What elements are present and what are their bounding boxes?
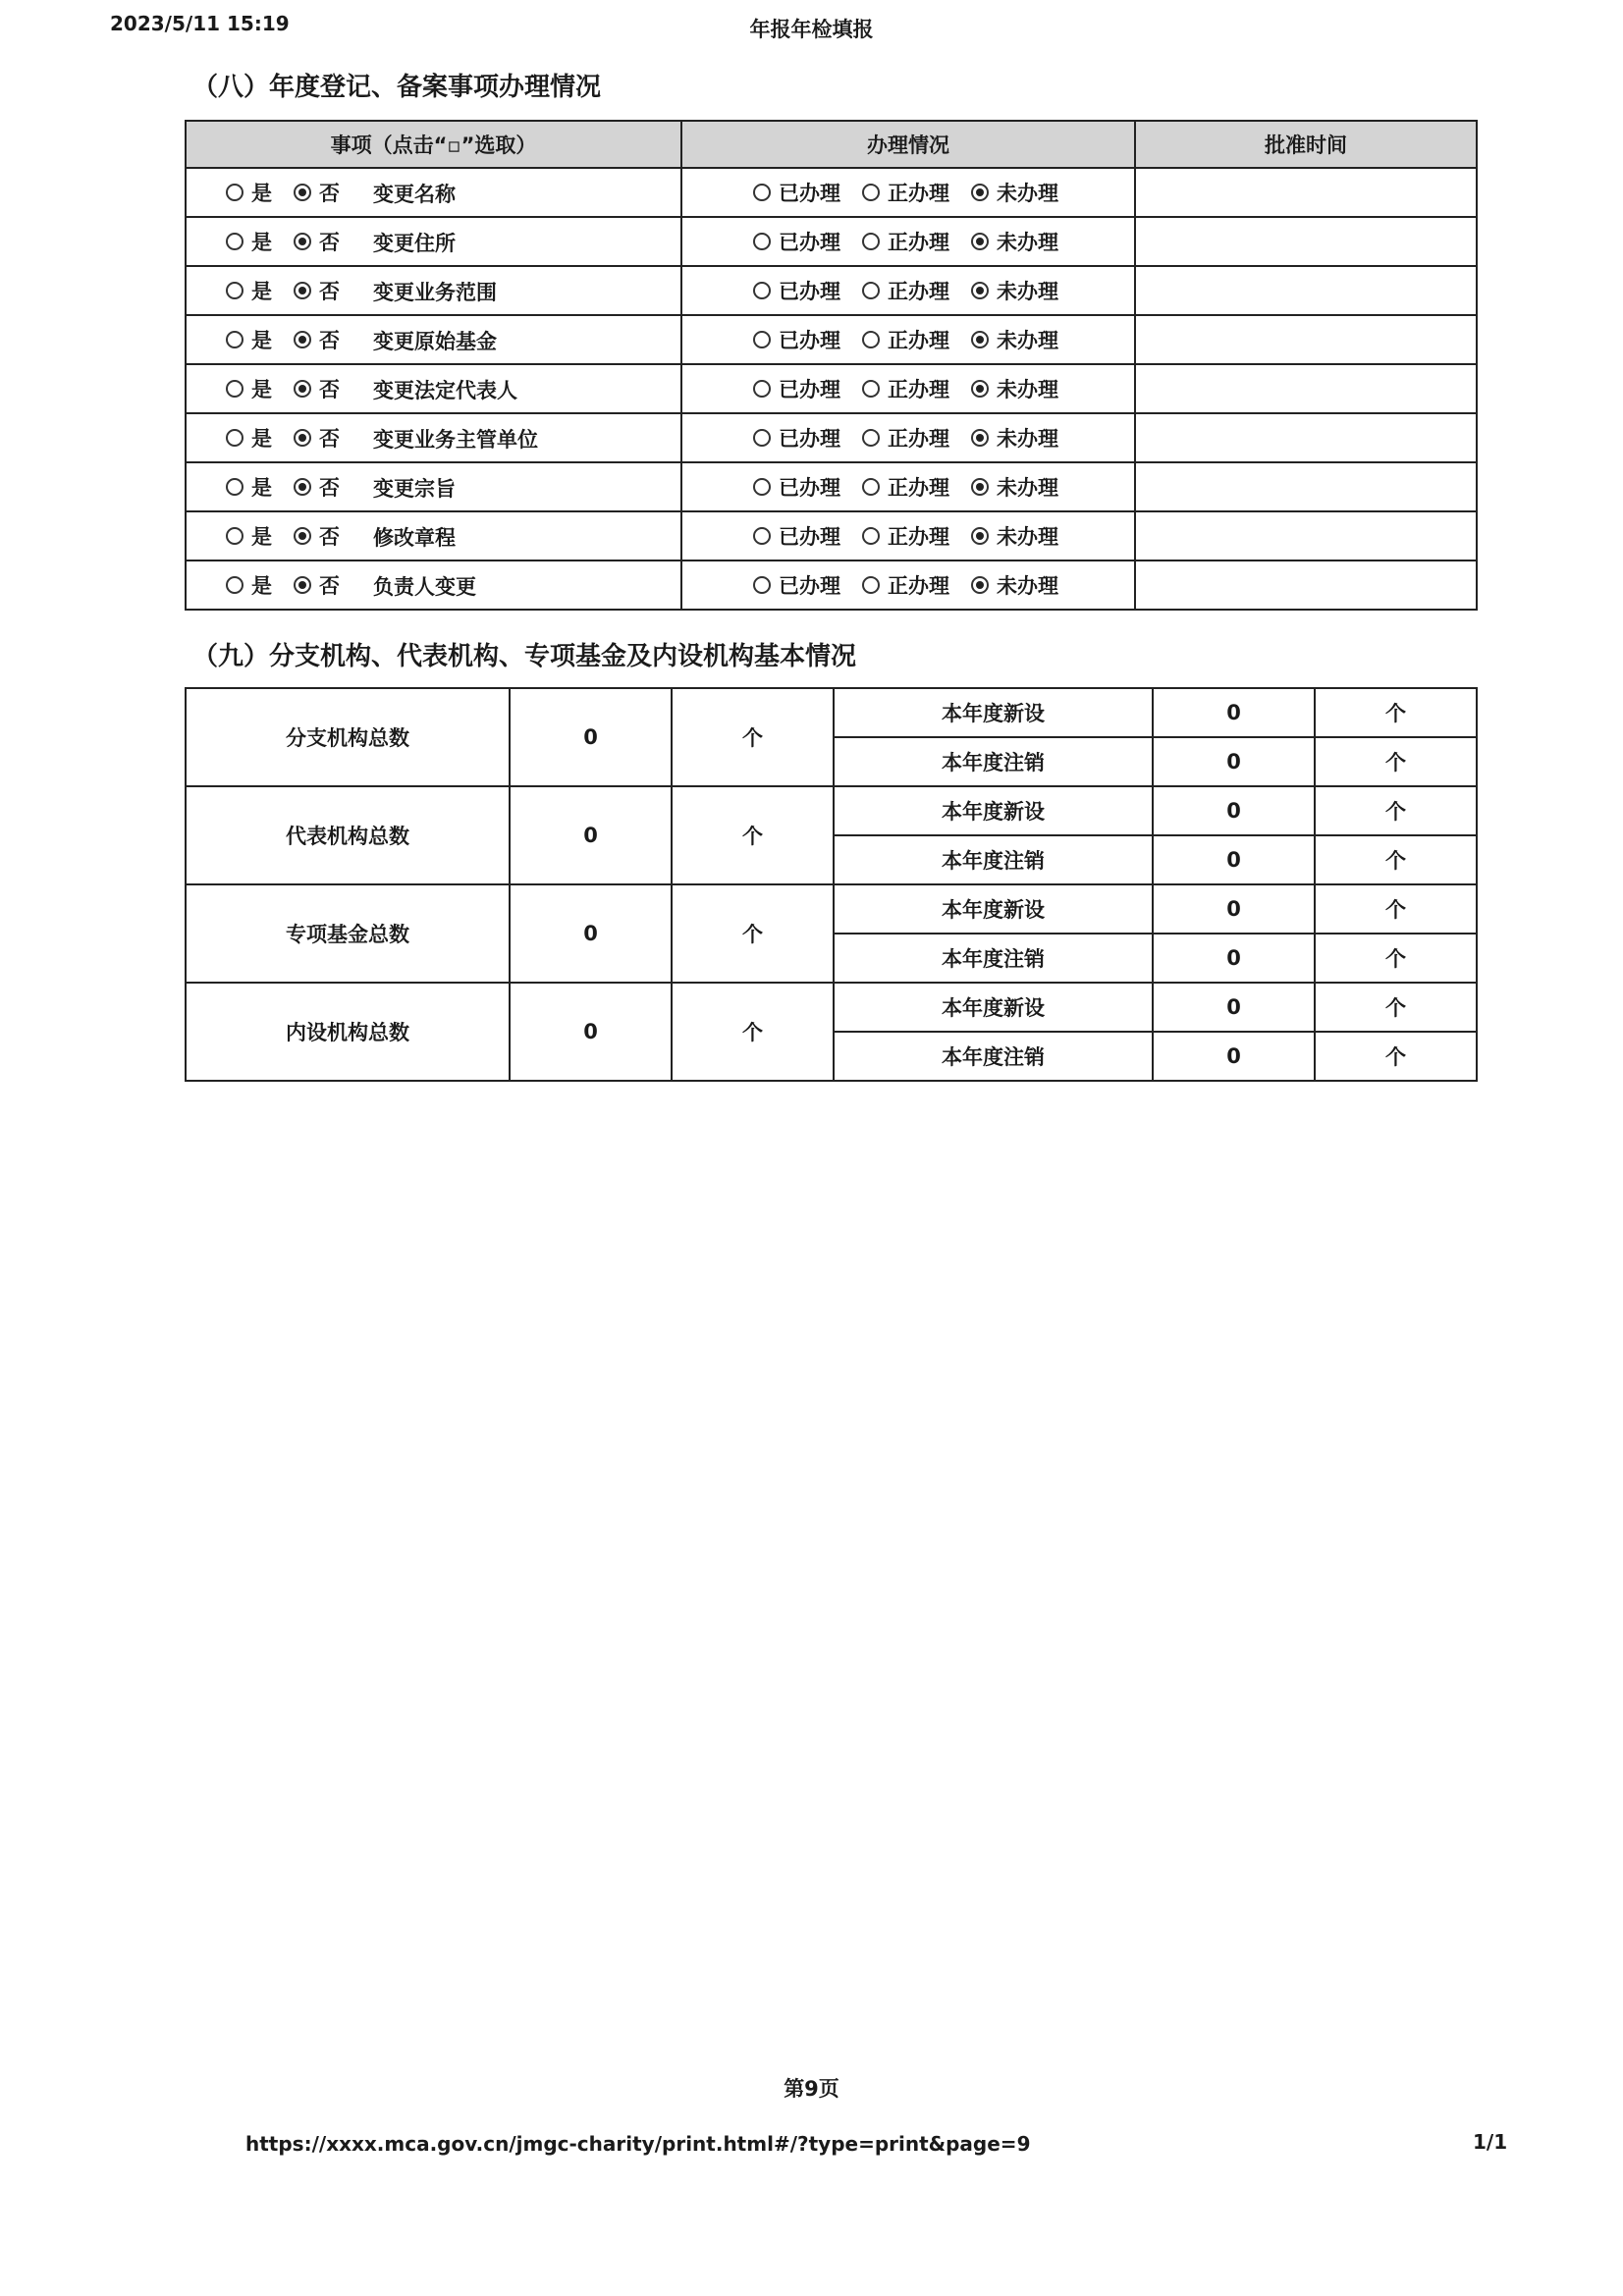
item-cell	[186, 511, 681, 561]
status-radio[interactable]	[971, 527, 989, 545]
print-url: https://xxxx.mca.gov.cn/jmgc-charity/print.html#/?type=print&page=9	[245, 2132, 1031, 2156]
cancel-unit: 个	[1315, 835, 1477, 884]
status-radio[interactable]	[862, 331, 880, 348]
status-radio[interactable]	[753, 233, 771, 250]
status-label: 已办理	[779, 182, 840, 205]
status-option[interactable]	[971, 178, 1058, 207]
no-radio[interactable]	[294, 331, 311, 348]
cancel-count: 0	[1153, 1032, 1315, 1081]
status-cell	[681, 462, 1135, 511]
status-option[interactable]	[862, 472, 949, 502]
registration-items-table	[185, 120, 1478, 611]
status-radio[interactable]	[971, 184, 989, 201]
status-radio[interactable]	[753, 380, 771, 398]
approval-time-cell[interactable]	[1135, 462, 1477, 511]
item-cell	[186, 561, 681, 610]
status-option[interactable]	[753, 423, 840, 453]
status-cell	[681, 168, 1135, 217]
status-option[interactable]	[862, 570, 949, 600]
status-option[interactable]	[862, 325, 949, 354]
yes-label: 是	[251, 181, 272, 205]
total-count: 0	[510, 688, 672, 786]
no-option[interactable]	[294, 570, 340, 600]
status-radio[interactable]	[862, 282, 880, 299]
item-name: 变更业务主管单位	[373, 427, 538, 452]
status-label: 已办理	[779, 231, 840, 254]
status-label: 正办理	[888, 574, 949, 598]
status-label: 未办理	[997, 329, 1058, 352]
status-cell	[681, 364, 1135, 413]
status-label: 已办理	[779, 476, 840, 500]
status-label: 未办理	[997, 378, 1058, 401]
yes-radio[interactable]	[226, 478, 243, 496]
status-label: 已办理	[779, 378, 840, 401]
item-name: 变更名称	[373, 182, 456, 206]
total-count: 0	[510, 884, 672, 983]
approval-time-cell[interactable]	[1135, 217, 1477, 266]
item-cell	[186, 168, 681, 217]
status-label: 未办理	[997, 574, 1058, 598]
table-row	[186, 983, 1477, 1032]
status-option[interactable]	[971, 521, 1058, 551]
item-cell	[186, 462, 681, 511]
status-radio[interactable]	[862, 478, 880, 496]
section8-title: （八）年度登记、备案事项办理情况	[192, 73, 602, 102]
status-option[interactable]	[753, 325, 840, 354]
no-option[interactable]	[294, 423, 340, 453]
yes-option[interactable]	[226, 423, 272, 453]
status-label: 未办理	[997, 280, 1058, 303]
status-radio[interactable]	[862, 576, 880, 594]
status-label: 已办理	[779, 525, 840, 549]
status-radio[interactable]	[753, 576, 771, 594]
item-name: 变更原始基金	[373, 329, 497, 353]
page-number: 第9页	[784, 2077, 839, 2101]
status-label: 未办理	[997, 476, 1058, 500]
yes-option[interactable]	[226, 570, 272, 600]
status-option[interactable]	[971, 374, 1058, 403]
cancel-unit: 个	[1315, 737, 1477, 786]
table-header-row	[186, 121, 1477, 168]
status-option[interactable]	[971, 472, 1058, 502]
status-label: 已办理	[779, 280, 840, 303]
total-unit: 个	[672, 786, 834, 884]
status-radio[interactable]	[971, 576, 989, 594]
approval-time-cell[interactable]	[1135, 561, 1477, 610]
yes-label: 是	[251, 426, 272, 451]
column-header-item: 事项（点击“▫”选取）	[186, 121, 681, 168]
approval-time-cell[interactable]	[1135, 364, 1477, 413]
yes-option[interactable]	[226, 178, 272, 207]
status-option[interactable]	[753, 227, 840, 256]
page-count: 1/1	[1473, 2130, 1508, 2154]
item-name: 变更宗旨	[373, 476, 456, 501]
item-cell	[186, 217, 681, 266]
total-unit: 个	[672, 688, 834, 786]
institution-label: 分支机构总数	[186, 688, 510, 786]
total-count: 0	[510, 983, 672, 1081]
total-count: 0	[510, 786, 672, 884]
status-radio[interactable]	[971, 282, 989, 299]
print-datetime: 2023/5/11 15:19	[110, 12, 290, 35]
yes-option[interactable]	[226, 227, 272, 256]
table-row	[186, 217, 1477, 266]
status-option[interactable]	[862, 178, 949, 207]
no-option[interactable]	[294, 374, 340, 403]
no-label: 否	[319, 573, 340, 598]
yes-radio[interactable]	[226, 380, 243, 398]
total-unit: 个	[672, 884, 834, 983]
cancel-count: 0	[1153, 737, 1315, 786]
yes-option[interactable]	[226, 374, 272, 403]
status-option[interactable]	[971, 227, 1058, 256]
table-row	[186, 413, 1477, 462]
no-option[interactable]	[294, 472, 340, 502]
status-label: 正办理	[888, 476, 949, 500]
column-header-approval-time: 批准时间	[1135, 121, 1477, 168]
new-label: 本年度新设	[834, 884, 1153, 934]
status-option[interactable]	[753, 374, 840, 403]
cancel-label: 本年度注销	[834, 737, 1153, 786]
approval-time-cell[interactable]	[1135, 315, 1477, 364]
new-count: 0	[1153, 786, 1315, 835]
yes-option[interactable]	[226, 325, 272, 354]
status-cell	[681, 266, 1135, 315]
status-option[interactable]	[971, 570, 1058, 600]
cancel-count: 0	[1153, 934, 1315, 983]
cancel-count: 0	[1153, 835, 1315, 884]
status-label: 正办理	[888, 378, 949, 401]
no-label: 否	[319, 279, 340, 303]
item-name: 负责人变更	[373, 574, 476, 599]
status-radio[interactable]	[753, 184, 771, 201]
status-option[interactable]	[753, 570, 840, 600]
yes-label: 是	[251, 524, 272, 549]
section9-title: （九）分支机构、代表机构、专项基金及内设机构基本情况	[192, 642, 857, 671]
yes-label: 是	[251, 230, 272, 254]
no-option[interactable]	[294, 325, 340, 354]
new-unit: 个	[1315, 884, 1477, 934]
status-radio[interactable]	[753, 282, 771, 299]
no-radio[interactable]	[294, 527, 311, 545]
no-option[interactable]	[294, 521, 340, 551]
new-unit: 个	[1315, 983, 1477, 1032]
status-option[interactable]	[753, 276, 840, 305]
cancel-label: 本年度注销	[834, 835, 1153, 884]
yes-radio[interactable]	[226, 331, 243, 348]
status-radio[interactable]	[753, 331, 771, 348]
table-row	[186, 462, 1477, 511]
status-label: 已办理	[779, 427, 840, 451]
branch-institutions-table	[185, 687, 1478, 1082]
status-radio[interactable]	[971, 233, 989, 250]
yes-radio[interactable]	[226, 233, 243, 250]
status-option[interactable]	[862, 374, 949, 403]
yes-radio[interactable]	[226, 282, 243, 299]
yes-label: 是	[251, 573, 272, 598]
status-label: 未办理	[997, 231, 1058, 254]
status-cell	[681, 217, 1135, 266]
status-radio[interactable]	[971, 331, 989, 348]
new-label: 本年度新设	[834, 688, 1153, 737]
yes-radio[interactable]	[226, 184, 243, 201]
new-label: 本年度新设	[834, 983, 1153, 1032]
yes-label: 是	[251, 377, 272, 401]
item-name: 变更住所	[373, 231, 456, 255]
new-label: 本年度新设	[834, 786, 1153, 835]
new-count: 0	[1153, 688, 1315, 737]
approval-time-cell[interactable]	[1135, 413, 1477, 462]
no-radio[interactable]	[294, 184, 311, 201]
yes-radio[interactable]	[226, 527, 243, 545]
status-radio[interactable]	[971, 380, 989, 398]
no-radio[interactable]	[294, 380, 311, 398]
yes-option[interactable]	[226, 276, 272, 305]
approval-time-cell[interactable]	[1135, 168, 1477, 217]
no-label: 否	[319, 475, 340, 500]
status-cell	[681, 413, 1135, 462]
status-option[interactable]	[862, 276, 949, 305]
table-row	[186, 511, 1477, 561]
item-name: 变更法定代表人	[373, 378, 517, 402]
status-label: 正办理	[888, 231, 949, 254]
item-cell	[186, 266, 681, 315]
status-radio[interactable]	[862, 429, 880, 447]
yes-radio[interactable]	[226, 429, 243, 447]
no-label: 否	[319, 524, 340, 549]
new-unit: 个	[1315, 688, 1477, 737]
table-row	[186, 884, 1477, 934]
item-cell	[186, 364, 681, 413]
table-row	[186, 266, 1477, 315]
no-option[interactable]	[294, 276, 340, 305]
institution-label: 内设机构总数	[186, 983, 510, 1081]
approval-time-cell[interactable]	[1135, 511, 1477, 561]
status-option[interactable]	[862, 227, 949, 256]
yes-label: 是	[251, 279, 272, 303]
item-name: 变更业务范围	[373, 280, 497, 304]
no-label: 否	[319, 377, 340, 401]
new-count: 0	[1153, 884, 1315, 934]
status-radio[interactable]	[862, 527, 880, 545]
no-option[interactable]	[294, 227, 340, 256]
status-radio[interactable]	[862, 233, 880, 250]
status-label: 正办理	[888, 182, 949, 205]
status-label: 已办理	[779, 329, 840, 352]
status-label: 已办理	[779, 574, 840, 598]
table-row	[186, 315, 1477, 364]
table-row	[186, 168, 1477, 217]
yes-label: 是	[251, 328, 272, 352]
approval-time-cell[interactable]	[1135, 266, 1477, 315]
yes-radio[interactable]	[226, 576, 243, 594]
no-label: 否	[319, 230, 340, 254]
no-radio[interactable]	[294, 478, 311, 496]
status-label: 未办理	[997, 182, 1058, 205]
new-unit: 个	[1315, 786, 1477, 835]
status-label: 正办理	[888, 329, 949, 352]
status-radio[interactable]	[971, 478, 989, 496]
no-radio[interactable]	[294, 282, 311, 299]
column-header-status: 办理情况	[681, 121, 1135, 168]
status-radio[interactable]	[862, 380, 880, 398]
status-cell	[681, 315, 1135, 364]
item-cell	[186, 413, 681, 462]
table-row	[186, 688, 1477, 737]
cancel-label: 本年度注销	[834, 1032, 1153, 1081]
yes-option[interactable]	[226, 472, 272, 502]
status-radio[interactable]	[862, 184, 880, 201]
table-row	[186, 364, 1477, 413]
item-name: 修改章程	[373, 525, 456, 550]
status-option[interactable]	[862, 423, 949, 453]
status-label: 正办理	[888, 280, 949, 303]
status-option[interactable]	[753, 178, 840, 207]
no-label: 否	[319, 328, 340, 352]
status-radio[interactable]	[753, 527, 771, 545]
status-cell	[681, 511, 1135, 561]
status-cell	[681, 561, 1135, 610]
no-option[interactable]	[294, 178, 340, 207]
status-radio[interactable]	[753, 478, 771, 496]
table-row	[186, 561, 1477, 610]
cancel-unit: 个	[1315, 934, 1477, 983]
status-radio[interactable]	[971, 429, 989, 447]
status-option[interactable]	[971, 325, 1058, 354]
item-cell	[186, 315, 681, 364]
cancel-unit: 个	[1315, 1032, 1477, 1081]
no-radio[interactable]	[294, 429, 311, 447]
status-radio[interactable]	[753, 429, 771, 447]
status-option[interactable]	[862, 521, 949, 551]
status-label: 未办理	[997, 427, 1058, 451]
status-option[interactable]	[753, 521, 840, 551]
status-option[interactable]	[971, 276, 1058, 305]
status-label: 未办理	[997, 525, 1058, 549]
table-row	[186, 786, 1477, 835]
status-label: 正办理	[888, 427, 949, 451]
yes-option[interactable]	[226, 521, 272, 551]
institution-label: 专项基金总数	[186, 884, 510, 983]
status-option[interactable]	[753, 472, 840, 502]
total-unit: 个	[672, 983, 834, 1081]
no-radio[interactable]	[294, 233, 311, 250]
no-label: 否	[319, 181, 340, 205]
cancel-label: 本年度注销	[834, 934, 1153, 983]
status-label: 正办理	[888, 525, 949, 549]
no-label: 否	[319, 426, 340, 451]
new-count: 0	[1153, 983, 1315, 1032]
yes-label: 是	[251, 475, 272, 500]
no-radio[interactable]	[294, 576, 311, 594]
page-header-title: 年报年检填报	[749, 18, 874, 41]
institution-label: 代表机构总数	[186, 786, 510, 884]
status-option[interactable]	[971, 423, 1058, 453]
